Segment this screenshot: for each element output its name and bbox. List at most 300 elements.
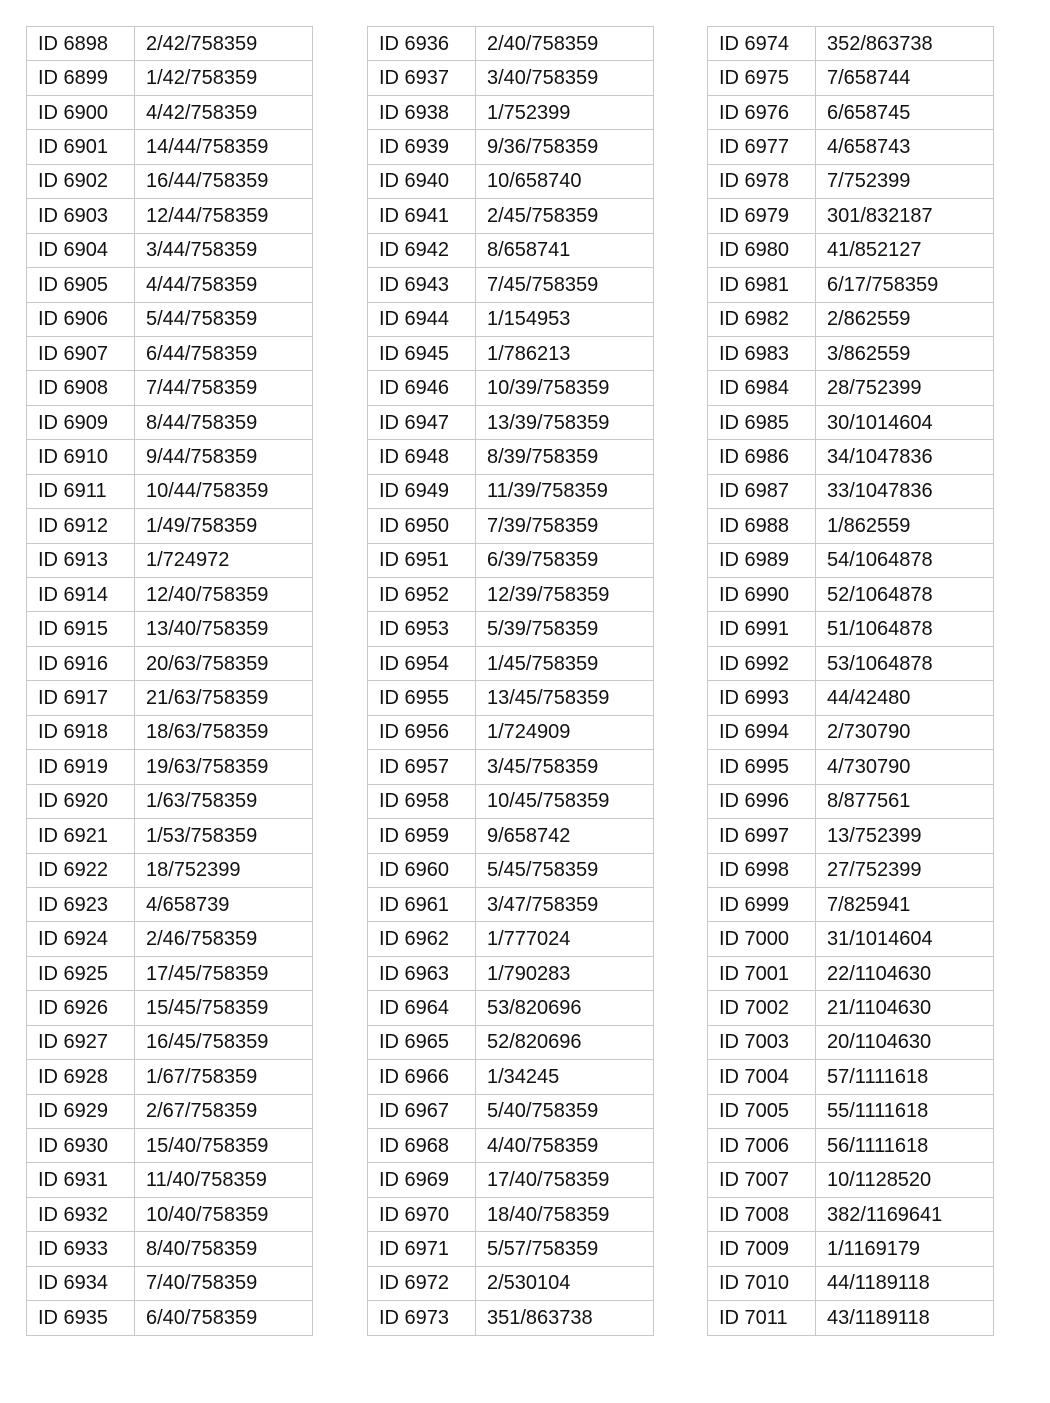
id-cell: ID 6930	[27, 1129, 135, 1163]
id-cell: ID 7005	[708, 1094, 816, 1128]
reference-cell: 1/862559	[816, 509, 994, 543]
id-cell: ID 6980	[708, 233, 816, 267]
table-row	[27, 164, 313, 198]
id-cell: ID 6919	[27, 750, 135, 784]
id-cell: ID 6933	[27, 1232, 135, 1266]
reference-cell: 16/45/758359	[135, 1025, 313, 1059]
reference-cell: 8/40/758359	[135, 1232, 313, 1266]
table-row	[27, 1163, 313, 1197]
reference-cell: 1/777024	[476, 922, 654, 956]
table-row	[368, 991, 654, 1025]
table-row	[368, 268, 654, 302]
table-row	[708, 612, 994, 646]
reference-cell: 22/1104630	[816, 956, 994, 990]
table-row	[708, 474, 994, 508]
table-row	[27, 956, 313, 990]
table-row	[27, 1060, 313, 1094]
id-cell: ID 6909	[27, 405, 135, 439]
table-row	[368, 956, 654, 990]
table-row	[368, 543, 654, 577]
id-cell: ID 7004	[708, 1060, 816, 1094]
reference-cell: 21/63/758359	[135, 681, 313, 715]
id-cell: ID 6964	[368, 991, 476, 1025]
reference-cell: 53/820696	[476, 991, 654, 1025]
id-cell: ID 6928	[27, 1060, 135, 1094]
reference-cell: 28/752399	[816, 371, 994, 405]
id-cell: ID 6940	[368, 164, 476, 198]
table-row	[708, 1266, 994, 1300]
id-cell: ID 6973	[368, 1301, 476, 1335]
reference-cell: 11/40/758359	[135, 1163, 313, 1197]
table-row	[27, 371, 313, 405]
id-cell: ID 6986	[708, 440, 816, 474]
id-cell: ID 6971	[368, 1232, 476, 1266]
id-cell: ID 6910	[27, 440, 135, 474]
table-row	[708, 61, 994, 95]
reference-cell: 2/530104	[476, 1266, 654, 1300]
table-row	[27, 1266, 313, 1300]
table-row	[368, 474, 654, 508]
id-cell: ID 6979	[708, 199, 816, 233]
reference-cell: 21/1104630	[816, 991, 994, 1025]
id-cell: ID 6925	[27, 956, 135, 990]
reference-cell: 6/658745	[816, 95, 994, 129]
table-row	[27, 922, 313, 956]
table-row	[368, 681, 654, 715]
reference-cell: 3/40/758359	[476, 61, 654, 95]
id-cell: ID 6990	[708, 578, 816, 612]
id-cell: ID 6947	[368, 405, 476, 439]
reference-cell: 1/790283	[476, 956, 654, 990]
reference-cell: 5/44/758359	[135, 302, 313, 336]
table-row	[368, 199, 654, 233]
table-row	[27, 887, 313, 921]
id-cell: ID 6903	[27, 199, 135, 233]
reference-cell: 53/1064878	[816, 646, 994, 680]
table-row	[708, 578, 994, 612]
id-cell: ID 6913	[27, 543, 135, 577]
id-cell: ID 6948	[368, 440, 476, 474]
table-row	[368, 27, 654, 61]
id-cell: ID 6905	[27, 268, 135, 302]
reference-cell: 20/1104630	[816, 1025, 994, 1059]
id-cell: ID 6998	[708, 853, 816, 887]
reference-cell: 13/39/758359	[476, 405, 654, 439]
reference-cell: 16/44/758359	[135, 164, 313, 198]
id-cell: ID 6997	[708, 819, 816, 853]
table-row	[368, 612, 654, 646]
reference-cell: 31/1014604	[816, 922, 994, 956]
table-row	[368, 336, 654, 370]
id-cell: ID 6931	[27, 1163, 135, 1197]
table-row	[27, 509, 313, 543]
table-row	[708, 1060, 994, 1094]
reference-cell: 27/752399	[816, 853, 994, 887]
table-row	[708, 268, 994, 302]
id-cell: ID 6939	[368, 130, 476, 164]
id-cell: ID 6963	[368, 956, 476, 990]
table-row	[27, 819, 313, 853]
reference-cell: 13/40/758359	[135, 612, 313, 646]
id-cell: ID 6907	[27, 336, 135, 370]
table-row	[368, 922, 654, 956]
reference-cell: 44/1189118	[816, 1266, 994, 1300]
table-row	[708, 336, 994, 370]
reference-cell: 6/40/758359	[135, 1301, 313, 1335]
reference-cell: 1/724909	[476, 715, 654, 749]
table-row	[708, 956, 994, 990]
reference-cell: 7/658744	[816, 61, 994, 95]
table-row	[368, 819, 654, 853]
reference-cell: 17/40/758359	[476, 1163, 654, 1197]
reference-cell: 19/63/758359	[135, 750, 313, 784]
id-cell: ID 6978	[708, 164, 816, 198]
id-cell: ID 6944	[368, 302, 476, 336]
id-cell: ID 6941	[368, 199, 476, 233]
table-row	[27, 1232, 313, 1266]
table-row	[368, 440, 654, 474]
table-row	[27, 715, 313, 749]
table-row	[708, 887, 994, 921]
id-cell: ID 6987	[708, 474, 816, 508]
id-cell: ID 6899	[27, 61, 135, 95]
reference-cell: 3/44/758359	[135, 233, 313, 267]
reference-cell: 55/1111618	[816, 1094, 994, 1128]
table-row	[27, 1301, 313, 1335]
table-row	[708, 543, 994, 577]
reference-cell: 51/1064878	[816, 612, 994, 646]
table-row	[368, 1197, 654, 1231]
id-cell: ID 6974	[708, 27, 816, 61]
id-cell: ID 6969	[368, 1163, 476, 1197]
table-row	[368, 1025, 654, 1059]
reference-cell: 18/63/758359	[135, 715, 313, 749]
id-cell: ID 6954	[368, 646, 476, 680]
table-row	[368, 371, 654, 405]
id-cell: ID 7010	[708, 1266, 816, 1300]
reference-cell: 56/1111618	[816, 1129, 994, 1163]
reference-cell: 20/63/758359	[135, 646, 313, 680]
table-row	[708, 95, 994, 129]
table-row	[368, 95, 654, 129]
reference-cell: 1/752399	[476, 95, 654, 129]
reference-cell: 1/724972	[135, 543, 313, 577]
id-cell: ID 6922	[27, 853, 135, 887]
id-cell: ID 6898	[27, 27, 135, 61]
reference-cell: 52/1064878	[816, 578, 994, 612]
id-cell: ID 6970	[368, 1197, 476, 1231]
reference-cell: 12/44/758359	[135, 199, 313, 233]
id-cell: ID 6916	[27, 646, 135, 680]
reference-cell: 30/1014604	[816, 405, 994, 439]
table-row	[708, 922, 994, 956]
id-cell: ID 7006	[708, 1129, 816, 1163]
reference-cell: 5/57/758359	[476, 1232, 654, 1266]
id-cell: ID 6943	[368, 268, 476, 302]
table-row	[27, 302, 313, 336]
reference-cell: 7/752399	[816, 164, 994, 198]
table-row	[27, 474, 313, 508]
id-cell: ID 6908	[27, 371, 135, 405]
id-cell: ID 7001	[708, 956, 816, 990]
table-row	[708, 130, 994, 164]
table-row	[27, 1129, 313, 1163]
reference-cell: 6/44/758359	[135, 336, 313, 370]
reference-cell: 17/45/758359	[135, 956, 313, 990]
id-cell: ID 7009	[708, 1232, 816, 1266]
id-cell: ID 6900	[27, 95, 135, 129]
reference-cell: 6/39/758359	[476, 543, 654, 577]
id-cell: ID 6960	[368, 853, 476, 887]
reference-cell: 5/40/758359	[476, 1094, 654, 1128]
id-cell: ID 6961	[368, 887, 476, 921]
table-row	[27, 578, 313, 612]
table-row	[27, 1025, 313, 1059]
reference-cell: 7/825941	[816, 887, 994, 921]
id-cell: ID 6927	[27, 1025, 135, 1059]
table-row	[708, 681, 994, 715]
id-cell: ID 6981	[708, 268, 816, 302]
reference-cell: 18/752399	[135, 853, 313, 887]
id-cell: ID 6946	[368, 371, 476, 405]
reference-cell: 2/730790	[816, 715, 994, 749]
id-cell: ID 6984	[708, 371, 816, 405]
reference-cell: 10/44/758359	[135, 474, 313, 508]
reference-cell: 1/34245	[476, 1060, 654, 1094]
id-cell: ID 6949	[368, 474, 476, 508]
id-cell: ID 6901	[27, 130, 135, 164]
id-cell: ID 6942	[368, 233, 476, 267]
reference-cell: 1/786213	[476, 336, 654, 370]
id-cell: ID 6953	[368, 612, 476, 646]
table-row	[27, 405, 313, 439]
reference-cell: 3/862559	[816, 336, 994, 370]
table-row	[368, 405, 654, 439]
id-cell: ID 6958	[368, 784, 476, 818]
reference-cell: 15/45/758359	[135, 991, 313, 1025]
id-cell: ID 6945	[368, 336, 476, 370]
reference-cell: 1/45/758359	[476, 646, 654, 680]
reference-cell: 4/658739	[135, 887, 313, 921]
reference-cell: 4/730790	[816, 750, 994, 784]
table-row	[27, 61, 313, 95]
id-table-3	[707, 26, 994, 1336]
table-row	[368, 1129, 654, 1163]
reference-cell: 18/40/758359	[476, 1197, 654, 1231]
table-row	[708, 405, 994, 439]
id-cell: ID 6999	[708, 887, 816, 921]
id-cell: ID 6912	[27, 509, 135, 543]
id-cell: ID 6926	[27, 991, 135, 1025]
id-cell: ID 6968	[368, 1129, 476, 1163]
table-row	[368, 164, 654, 198]
reference-cell: 5/45/758359	[476, 853, 654, 887]
table-row	[27, 750, 313, 784]
id-cell: ID 6966	[368, 1060, 476, 1094]
reference-cell: 1/154953	[476, 302, 654, 336]
table-row	[708, 853, 994, 887]
table-row	[368, 130, 654, 164]
reference-cell: 1/67/758359	[135, 1060, 313, 1094]
table-row	[708, 646, 994, 680]
table-row	[368, 784, 654, 818]
reference-cell: 8/44/758359	[135, 405, 313, 439]
table-row	[708, 715, 994, 749]
id-cell: ID 6935	[27, 1301, 135, 1335]
table-row	[708, 440, 994, 474]
reference-cell: 12/39/758359	[476, 578, 654, 612]
reference-cell: 7/40/758359	[135, 1266, 313, 1300]
reference-cell: 10/45/758359	[476, 784, 654, 818]
table-row	[708, 1301, 994, 1335]
reference-cell: 6/17/758359	[816, 268, 994, 302]
table-row	[708, 1129, 994, 1163]
table-row	[27, 130, 313, 164]
id-cell: ID 7008	[708, 1197, 816, 1231]
reference-cell: 8/39/758359	[476, 440, 654, 474]
reference-cell: 10/39/758359	[476, 371, 654, 405]
table-row	[27, 543, 313, 577]
table-row	[708, 1025, 994, 1059]
id-cell: ID 6959	[368, 819, 476, 853]
id-table-2	[367, 26, 654, 1336]
reference-cell: 10/40/758359	[135, 1197, 313, 1231]
reference-cell: 4/44/758359	[135, 268, 313, 302]
id-cell: ID 6911	[27, 474, 135, 508]
table-row	[368, 233, 654, 267]
reference-cell: 14/44/758359	[135, 130, 313, 164]
id-cell: ID 6996	[708, 784, 816, 818]
reference-cell: 4/42/758359	[135, 95, 313, 129]
id-table-1	[26, 26, 313, 1336]
id-cell: ID 7011	[708, 1301, 816, 1335]
reference-cell: 1/63/758359	[135, 784, 313, 818]
id-cell: ID 7002	[708, 991, 816, 1025]
id-cell: ID 6952	[368, 578, 476, 612]
reference-cell: 3/45/758359	[476, 750, 654, 784]
id-cell: ID 6936	[368, 27, 476, 61]
id-cell: ID 6902	[27, 164, 135, 198]
table-row	[368, 1266, 654, 1300]
id-cell: ID 6976	[708, 95, 816, 129]
reference-cell: 9/658742	[476, 819, 654, 853]
reference-cell: 2/862559	[816, 302, 994, 336]
table-row	[368, 61, 654, 95]
reference-cell: 2/46/758359	[135, 922, 313, 956]
table-row	[368, 750, 654, 784]
id-cell: ID 6904	[27, 233, 135, 267]
table-row	[708, 750, 994, 784]
table-row	[708, 784, 994, 818]
reference-cell: 8/877561	[816, 784, 994, 818]
id-cell: ID 6923	[27, 887, 135, 921]
table-row	[27, 233, 313, 267]
table-row	[27, 27, 313, 61]
table-row	[27, 1197, 313, 1231]
id-cell: ID 6917	[27, 681, 135, 715]
reference-cell: 5/39/758359	[476, 612, 654, 646]
reference-cell: 382/1169641	[816, 1197, 994, 1231]
reference-cell: 57/1111618	[816, 1060, 994, 1094]
id-cell: ID 6988	[708, 509, 816, 543]
table-row	[27, 681, 313, 715]
id-cell: ID 6982	[708, 302, 816, 336]
reference-cell: 8/658741	[476, 233, 654, 267]
table-row	[708, 371, 994, 405]
id-cell: ID 6914	[27, 578, 135, 612]
reference-cell: 1/53/758359	[135, 819, 313, 853]
id-cell: ID 6956	[368, 715, 476, 749]
table-row	[27, 268, 313, 302]
table-row	[708, 1232, 994, 1266]
id-cell: ID 6993	[708, 681, 816, 715]
table-row	[27, 440, 313, 474]
table-row	[27, 336, 313, 370]
id-cell: ID 7007	[708, 1163, 816, 1197]
id-cell: ID 7003	[708, 1025, 816, 1059]
reference-cell: 44/42480	[816, 681, 994, 715]
table-row	[708, 199, 994, 233]
id-cell: ID 6932	[27, 1197, 135, 1231]
id-cell: ID 6989	[708, 543, 816, 577]
id-cell: ID 6994	[708, 715, 816, 749]
table-row	[27, 991, 313, 1025]
reference-cell: 1/42/758359	[135, 61, 313, 95]
reference-cell: 33/1047836	[816, 474, 994, 508]
reference-cell: 2/45/758359	[476, 199, 654, 233]
table-row	[708, 1094, 994, 1128]
reference-cell: 41/852127	[816, 233, 994, 267]
reference-cell: 10/658740	[476, 164, 654, 198]
reference-cell: 12/40/758359	[135, 578, 313, 612]
reference-cell: 43/1189118	[816, 1301, 994, 1335]
table-row	[708, 991, 994, 1025]
id-cell: ID 6921	[27, 819, 135, 853]
id-cell: ID 6937	[368, 61, 476, 95]
id-cell: ID 6985	[708, 405, 816, 439]
id-cell: ID 6951	[368, 543, 476, 577]
reference-cell: 1/49/758359	[135, 509, 313, 543]
id-cell: ID 6977	[708, 130, 816, 164]
table-row	[368, 1232, 654, 1266]
id-cell: ID 6924	[27, 922, 135, 956]
id-cell: ID 6967	[368, 1094, 476, 1128]
reference-cell: 2/42/758359	[135, 27, 313, 61]
table-row	[368, 715, 654, 749]
table-row	[708, 509, 994, 543]
id-cell: ID 6938	[368, 95, 476, 129]
reference-cell: 7/44/758359	[135, 371, 313, 405]
table-row	[708, 27, 994, 61]
table-row	[708, 1197, 994, 1231]
table-row	[368, 853, 654, 887]
table-row	[368, 646, 654, 680]
reference-cell: 34/1047836	[816, 440, 994, 474]
reference-cell: 13/752399	[816, 819, 994, 853]
reference-cell: 301/832187	[816, 199, 994, 233]
reference-cell: 4/40/758359	[476, 1129, 654, 1163]
reference-cell: 7/39/758359	[476, 509, 654, 543]
id-cell: ID 7000	[708, 922, 816, 956]
id-cell: ID 6918	[27, 715, 135, 749]
id-cell: ID 6975	[708, 61, 816, 95]
table-row	[708, 1163, 994, 1197]
table-row	[27, 199, 313, 233]
table-row	[27, 1094, 313, 1128]
table-row	[27, 784, 313, 818]
id-cell: ID 6992	[708, 646, 816, 680]
table-row	[368, 1060, 654, 1094]
